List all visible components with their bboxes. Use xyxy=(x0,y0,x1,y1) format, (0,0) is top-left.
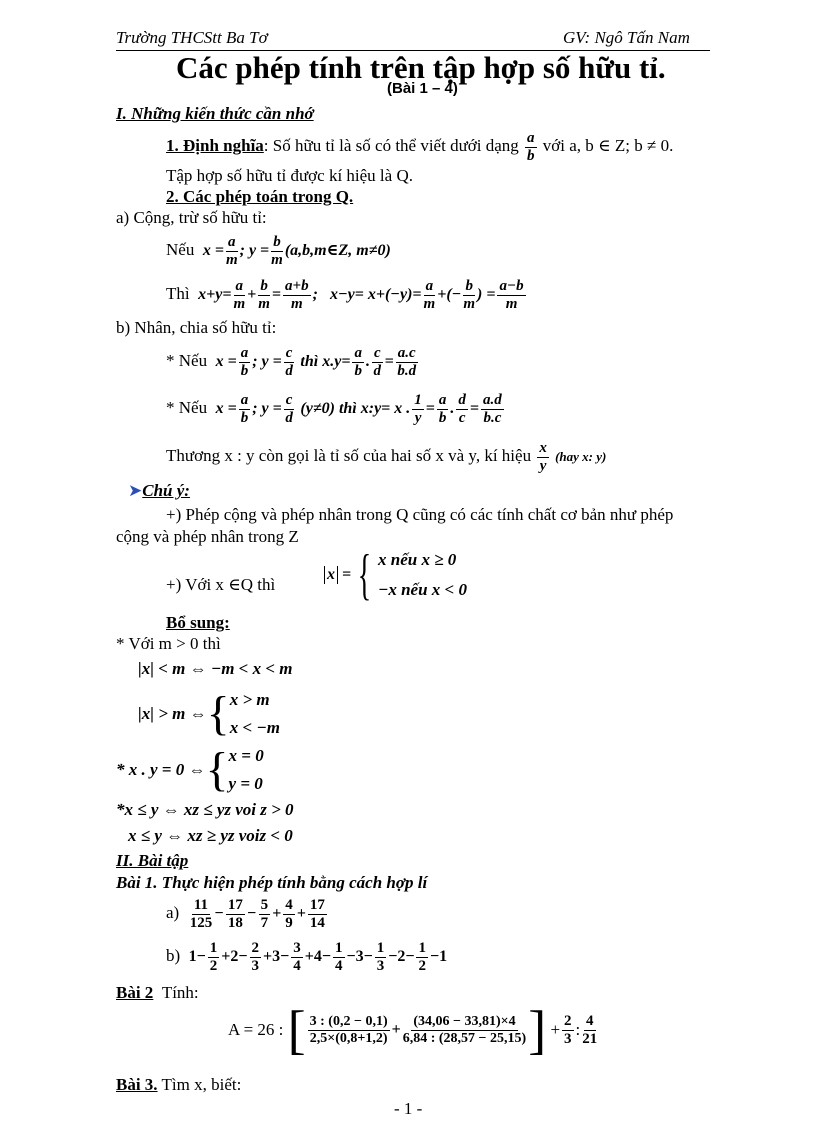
add-sub-formula: Thì x+y= $\frac{a}{m}$ + $\frac{b}{m}$ = $\frac{a+b}{m}$ ; x−y= x+(−y)= $\frac{a}{m}$ +(− $\frac{b}{m}$ ) = $\frac{a-b}{m}$ xyxy=(166,278,524,312)
rule-inequality-negative: x ≤ y ⇔ xz ≥ yz voiz < 0 xyxy=(128,826,293,845)
section2-heading: II. Bài tập xyxy=(116,851,189,870)
arrow-right-icon: ➤ xyxy=(128,481,143,500)
note-p1-line2: cộng và phép nhân trong Z xyxy=(116,527,299,546)
ratio-line xyxy=(166,440,606,474)
divide-formula: * Nếu x = $\frac{a}{b}$ ; y = $\frac{c}{d}$ (y≠0) thì x:y= x . $\frac{1}{y}$ = $\frac{a}{b}$ . $\frac{d}{c}$ = $\frac{a.d}{b.c}$ xyxy=(166,392,502,426)
note-p1-line1: +) Phép cộng và phép nhân trong Q cũng có các tính chất cơ bản như phép xyxy=(166,505,674,524)
header-school: Trường THCStt Ba Tơ xyxy=(116,28,268,47)
abs-case-2: −x nếu x < 0 xyxy=(378,580,467,599)
page-number: - 1 - xyxy=(394,1099,423,1118)
exercise-1a: a) $\frac{11}{125}$ − $\frac{17}{18}$ − $\frac{5}{7}$ + $\frac{4}{9}$ + $\frac{17}{14}$ xyxy=(166,897,325,931)
absolute-value-definition: x = { x nếu x ≥ 0 −x nếu x < 0 xyxy=(324,545,467,605)
note-p2: +) Với x ∈Q thì xyxy=(166,575,276,594)
if-label: Nếu xyxy=(166,239,195,259)
definition-text: : Số hữu tỉ là số có thể viết dưới dạng xyxy=(263,135,519,155)
header-teacher: GV: Ngô Tấn Nam xyxy=(563,28,690,47)
ratio-text: Thương x : y còn gọi là tỉ số của hai số x và y, kí hiệu xyxy=(166,445,532,465)
exercise-1-title: Bài 1. Thực hiện phép tính bằng cách hợp lí xyxy=(116,873,428,892)
supplement-title: Bổ sung: xyxy=(166,613,230,632)
page-subtitle: (Bài 1 – 4) xyxy=(387,80,458,97)
definition-title: 1. Định nghĩa xyxy=(166,135,264,155)
ratio-tail: (hay x: y) xyxy=(555,448,607,464)
exercise-3-line: Bài 3. Tìm x, biết: xyxy=(116,1075,242,1094)
definition-line xyxy=(166,130,673,164)
fraction-x-y: $\frac{x}{y}$ xyxy=(539,440,547,474)
note-heading xyxy=(128,481,190,501)
set-notation-text: Tập hợp số hữu tỉ được kí hiệu là Q. xyxy=(166,166,413,185)
multiply-formula: * Nếu x = $\frac{a}{b}$ ; y = $\frac{c}{d}$ thì x.y= $\frac{a}{b}$ . $\frac{c}{d}$ = $\frac{a.c}{b.d}$ xyxy=(166,345,417,379)
rule-inequality-positive: *x ≤ y ⇔ xz ≤ yz voi z > 0 xyxy=(116,800,294,819)
operations-title: 2. Các phép toán trong Q. xyxy=(166,187,354,206)
add-sub-condition: Nếu x = $\frac{a}{m}$ ; y = $\frac{b}{m}$ (a,b,m∈Z, m≠0) xyxy=(166,234,391,268)
definition-tail: với a, b ∈ Z; b ≠ 0. xyxy=(542,135,674,155)
page-title: Các phép tính trên tập hợp số hữu tỉ. xyxy=(176,50,666,85)
exercise-2-line: Bài 2 Tính: xyxy=(116,983,199,1002)
mul-div-title: b) Nhân, chia số hữu tỉ: xyxy=(116,318,277,337)
section1-heading: I. Những kiến thức cần nhớ xyxy=(116,104,314,123)
rule-product-zero: * x . y = 0 ⇔{ x = 0 y = 0 xyxy=(116,743,264,796)
star-if-label: * Nếu xyxy=(166,350,208,370)
fraction-a-b: $\frac{a}{b}$ xyxy=(527,130,535,164)
note-title: Chú ý: xyxy=(142,481,190,500)
abs-case-1: x nếu x ≥ 0 xyxy=(378,550,457,569)
rule-abs-greater: |x| > m ⇔{ x > m x < −m xyxy=(138,687,280,740)
star-if-label-2: * Nếu xyxy=(166,397,208,417)
exercise-1b: b) 1− $\frac{1}{2}$ +2− $\frac{2}{3}$ +3− $\frac{3}{4}$ +4− $\frac{1}{4}$ −3− $\frac{1}{3}$ −2− $\frac{1}{2}$ −1 xyxy=(166,940,448,974)
then-label: Thì xyxy=(166,283,190,303)
supplement-condition: * Với m > 0 thì xyxy=(116,634,221,653)
add-sub-title: a) Cộng, trừ số hữu tỉ: xyxy=(116,208,267,227)
rule-abs-less: |x| < m ⇔ −m < x < m xyxy=(138,659,293,678)
exercise-2-expression: A = 26 : [ $\frac{3 : (0,2 - 0,1)}{2,5\times(0,8+1,2)}$ + $\frac{(34,06 - 33,81)\times 4}{6,84 : (28,57 - 25,15)}$ ] + $\frac{2}{3}$ : $\frac{4}{21}$ xyxy=(228,1000,598,1060)
